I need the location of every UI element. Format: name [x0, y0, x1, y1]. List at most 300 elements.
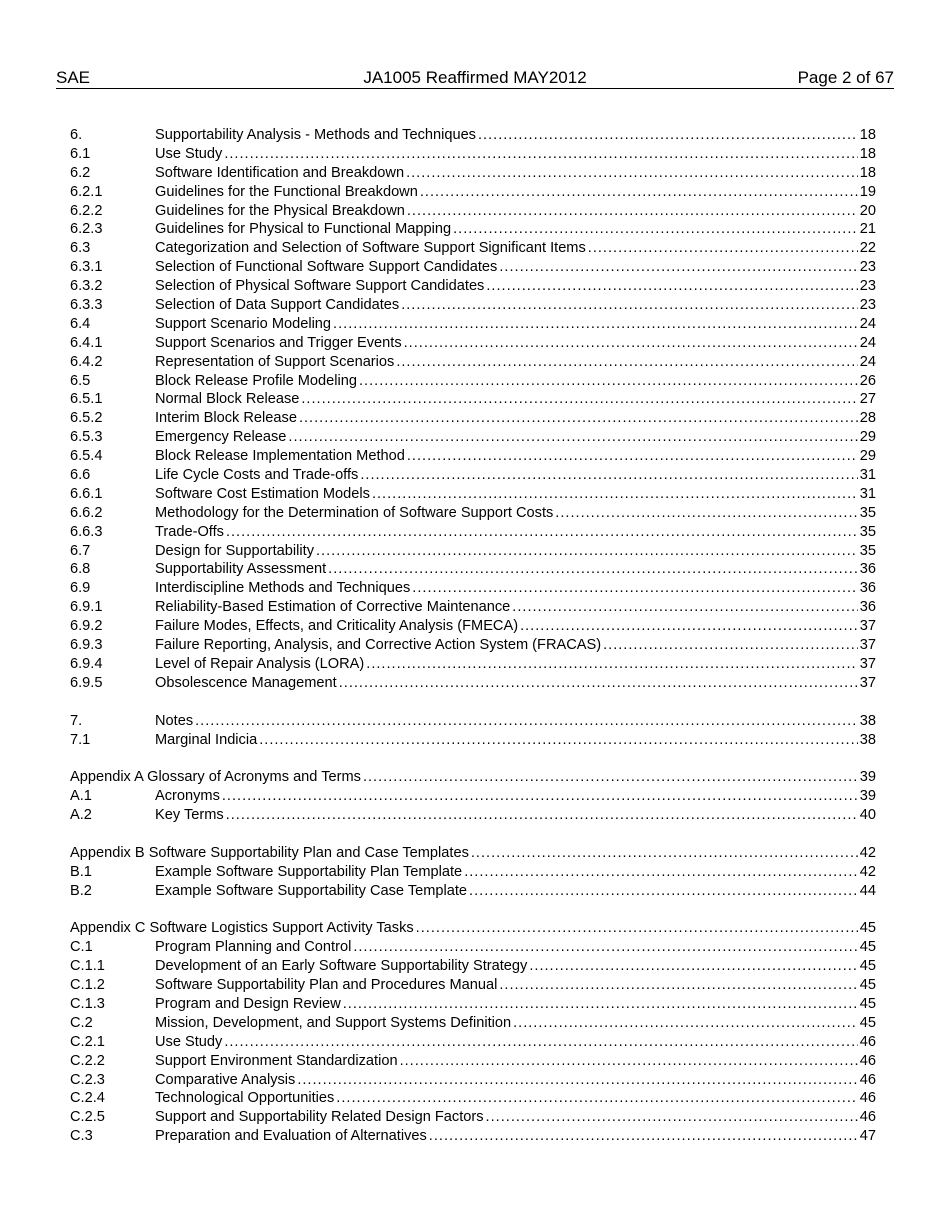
- toc-entry-line: [155, 220, 876, 239]
- dot-leader: [301, 390, 857, 409]
- toc-entry[interactable]: [70, 126, 876, 145]
- toc-entry-line: [155, 957, 876, 976]
- toc-entry-page: 20: [859, 202, 876, 219]
- toc-entry-page: 46: [859, 1090, 876, 1107]
- toc-entry-page: 45: [859, 977, 876, 994]
- toc-entry[interactable]: [70, 315, 876, 334]
- dot-leader: [453, 220, 858, 239]
- toc-entry[interactable]: [70, 674, 876, 693]
- dot-leader: [328, 560, 858, 579]
- toc-entry-line: [155, 1089, 876, 1108]
- toc-entry[interactable]: [70, 1014, 876, 1033]
- toc-entry[interactable]: [70, 428, 876, 447]
- toc-entry-line: [155, 655, 876, 674]
- toc-entry[interactable]: [70, 636, 876, 655]
- toc-entry[interactable]: [70, 919, 876, 938]
- section-spacer: [70, 749, 876, 768]
- toc-entry-title: Block Release Implementation Method: [155, 448, 405, 465]
- toc-entry-title: Software Cost Estimation Models: [155, 485, 370, 502]
- toc-entry-title: Representation of Support Scenarios: [155, 353, 395, 370]
- toc-entry-line: [155, 1127, 876, 1146]
- toc-entry-title: Support Scenario Modeling: [155, 315, 332, 332]
- toc-entry-page: 46: [859, 1071, 876, 1088]
- toc-entry-line: [155, 485, 876, 504]
- dot-leader: [464, 863, 858, 882]
- toc-entry-page: 26: [859, 372, 876, 389]
- toc-entry-number: 6.5.2: [70, 410, 103, 427]
- toc-entry-number: 6.9.1: [70, 599, 103, 616]
- header-org: SAE: [56, 68, 91, 87]
- toc-entry-line: [155, 579, 876, 598]
- toc-entry-line: [155, 1071, 876, 1090]
- dot-leader: [400, 1052, 858, 1071]
- toc-entry-page: 39: [859, 788, 876, 805]
- toc-entry-title: Software Identification and Breakdown: [155, 164, 405, 181]
- toc-entry-line: [155, 1108, 876, 1127]
- toc-entry[interactable]: [70, 995, 876, 1014]
- toc-entry-number: C.2.3: [70, 1071, 105, 1088]
- toc-entry-line: [155, 504, 876, 523]
- toc-entry[interactable]: [70, 976, 876, 995]
- dot-leader: [486, 277, 857, 296]
- header-page-number: Page 2 of 67: [797, 68, 894, 87]
- toc-entry-page: 18: [859, 127, 876, 143]
- dot-leader: [343, 995, 858, 1014]
- toc-entry[interactable]: [70, 560, 876, 579]
- toc-entry-title: Emergency Release: [155, 429, 287, 446]
- header-document-id: JA1005 Reaffirmed MAY2012: [363, 68, 587, 87]
- toc-entry-line: [155, 466, 876, 485]
- toc-entry[interactable]: [70, 466, 876, 485]
- dot-leader: [339, 674, 858, 693]
- toc-entry-title: Reliability-Based Estimation of Corrective Maintenance: [155, 599, 511, 616]
- dot-leader: [412, 579, 857, 598]
- toc-entry-line: [155, 976, 876, 995]
- toc-entry-page: 35: [859, 504, 876, 521]
- toc-entry[interactable]: [70, 1108, 876, 1127]
- toc-entry-number: 6.3: [70, 240, 91, 257]
- toc-entry-page: 37: [859, 674, 876, 691]
- dot-leader: [404, 334, 858, 353]
- toc-entry[interactable]: [70, 523, 876, 542]
- toc-entry-line: [155, 617, 876, 636]
- toc-entry-number: 6.6.1: [70, 485, 103, 502]
- toc-entry[interactable]: [70, 844, 876, 863]
- dot-leader: [555, 504, 857, 523]
- toc-entry-title: Level of Repair Analysis (LORA): [155, 655, 365, 672]
- toc-entry-line: [155, 523, 876, 542]
- toc-entry[interactable]: [70, 863, 876, 882]
- toc-entry-number: 6.2.3: [70, 221, 103, 238]
- dot-leader: [224, 1033, 857, 1052]
- toc-entry[interactable]: [70, 202, 876, 221]
- toc-entry-title: Categorization and Selection of Software Support Significant Items: [155, 240, 586, 257]
- toc-entry-line: [155, 787, 876, 806]
- dot-leader: [407, 447, 858, 466]
- dot-leader: [603, 636, 858, 655]
- dot-leader: [366, 655, 858, 674]
- toc-entry-number: 6.9.5: [70, 674, 103, 691]
- toc-entry-page: 22: [859, 240, 876, 257]
- toc-entry-page: 38: [859, 731, 876, 748]
- toc-entry-line: [155, 353, 876, 372]
- toc-entry-page: 35: [859, 523, 876, 540]
- toc-entry[interactable]: [70, 353, 876, 372]
- toc-entry[interactable]: [70, 372, 876, 391]
- toc-entry[interactable]: [70, 882, 876, 901]
- toc-entry[interactable]: [70, 542, 876, 561]
- toc-entry-line: [155, 145, 876, 164]
- toc-entry-title: Support and Supportability Related Design Factors: [155, 1109, 484, 1126]
- dot-leader: [372, 485, 858, 504]
- dot-leader: [499, 258, 857, 277]
- dot-leader: [499, 976, 857, 995]
- toc-entry-line: [155, 731, 876, 750]
- toc-entry-title: Technological Opportunities: [155, 1090, 335, 1107]
- toc-entry-line: [155, 428, 876, 447]
- dot-leader: [359, 372, 858, 391]
- toc-entry-number: 6.3.3: [70, 297, 103, 314]
- dot-leader: [529, 957, 857, 976]
- toc-entry-page: 18: [859, 164, 876, 181]
- toc-entry-title: Selection of Data Support Candidates: [155, 297, 400, 314]
- dot-leader: [226, 806, 858, 825]
- toc-entry-page: 23: [859, 297, 876, 314]
- dot-leader: [401, 296, 858, 315]
- toc-entry-title: Failure Reporting, Analysis, and Corrective Action System (FRACAS): [155, 637, 602, 654]
- dot-leader: [259, 731, 858, 750]
- toc-entry-line: [155, 712, 876, 731]
- toc-entry-page: 27: [859, 391, 876, 408]
- toc-entry-page: 24: [859, 353, 876, 370]
- toc-entry-page: 37: [859, 618, 876, 635]
- toc-entry-number: 6.4: [70, 315, 91, 332]
- toc-entry-number: C.3: [70, 1128, 93, 1145]
- toc-entry-title: Appendix B Software Supportability Plan and Case Templates: [70, 844, 469, 861]
- toc-entry[interactable]: [70, 485, 876, 504]
- toc-entry-page: 46: [859, 1109, 876, 1126]
- toc-entry-number: C.1.3: [70, 995, 105, 1012]
- toc-entry-number: 6.9.2: [70, 618, 103, 635]
- toc-entry[interactable]: [70, 731, 876, 750]
- toc-entry-page: 44: [859, 882, 876, 899]
- toc-entry-page: 28: [859, 410, 876, 427]
- toc-entry-page: 42: [859, 844, 876, 861]
- toc-entry[interactable]: [70, 390, 876, 409]
- toc-entry[interactable]: [70, 409, 876, 428]
- toc-entry[interactable]: [70, 1033, 876, 1052]
- toc-entry-number: B.2: [70, 882, 92, 899]
- toc-entry-line: [155, 372, 876, 391]
- toc-entry-line: [155, 315, 876, 334]
- toc-entry-title: Support Environment Standardization: [155, 1052, 398, 1069]
- toc-entry[interactable]: [70, 258, 876, 277]
- toc-entry-number: 6.1: [70, 145, 91, 162]
- toc-entry-page: 36: [859, 561, 876, 578]
- toc-entry-number: 6.6: [70, 467, 91, 484]
- toc-entry[interactable]: [70, 768, 876, 787]
- toc-entry-title: Program Planning and Control: [155, 939, 352, 956]
- toc-entry[interactable]: [70, 145, 876, 164]
- toc-entry-title: Trade-Offs: [155, 523, 224, 540]
- page-header: [56, 68, 894, 89]
- toc-entry-line: [155, 806, 876, 825]
- dot-leader: [588, 239, 858, 258]
- toc-entry-number: 6.5.1: [70, 391, 103, 408]
- toc-entry-line: [155, 164, 876, 183]
- toc-entry-number: C.2.4: [70, 1090, 105, 1107]
- toc-entry-line: [155, 202, 876, 221]
- toc-entry-number: 6.5: [70, 372, 91, 389]
- toc-entry-line: [155, 239, 876, 258]
- toc-entry[interactable]: [70, 598, 876, 617]
- toc-entry[interactable]: [70, 712, 876, 731]
- toc-entry[interactable]: [70, 334, 876, 353]
- toc-entry-number: 6.9: [70, 580, 91, 597]
- toc-entry-line: [155, 126, 876, 145]
- toc-entry-page: 21: [859, 221, 876, 238]
- dot-leader: [336, 1089, 857, 1108]
- dot-leader: [406, 164, 858, 183]
- dot-leader: [353, 938, 857, 957]
- toc-entry-number: 6.: [70, 127, 83, 143]
- toc-entry-line: [155, 542, 876, 561]
- toc-entry-number: C.2.5: [70, 1109, 105, 1126]
- toc-entry-page: 36: [859, 599, 876, 616]
- toc-entry-page: 23: [859, 259, 876, 276]
- toc-entry-page: 42: [859, 863, 876, 880]
- toc-entry-title: Block Release Profile Modeling: [155, 372, 357, 389]
- toc-entry-line: [155, 1052, 876, 1071]
- toc-entry-line: [155, 390, 876, 409]
- toc-entry-title: Design for Supportability: [155, 542, 314, 559]
- toc-entry-number: 6.4.1: [70, 334, 103, 351]
- toc-entry-title: Normal Block Release: [155, 391, 300, 408]
- toc-entry-title: Support Scenarios and Trigger Events: [155, 334, 402, 351]
- section-spacer: [70, 901, 876, 920]
- dot-leader: [478, 126, 858, 145]
- toc-entry-title: Comparative Analysis: [155, 1071, 296, 1088]
- dot-leader: [288, 428, 857, 447]
- toc-entry-page: 45: [859, 939, 876, 956]
- toc-entry-title: Methodology for the Determination of Software Support Costs: [155, 504, 554, 521]
- toc-entry[interactable]: [70, 957, 876, 976]
- toc-entry-title: Guidelines for the Physical Breakdown: [155, 202, 405, 219]
- dot-leader: [333, 315, 858, 334]
- toc-entry-title: Appendix C Software Logistics Support Activity Tasks: [70, 920, 414, 937]
- toc-entry[interactable]: [70, 183, 876, 202]
- toc-entry-title: Mission, Development, and Support Systems Definition: [155, 1014, 512, 1031]
- dot-leader: [486, 1108, 858, 1127]
- toc-entry[interactable]: [70, 1052, 876, 1071]
- dot-leader: [469, 882, 858, 901]
- toc-entry-title: Interdiscipline Methods and Techniques: [155, 580, 411, 597]
- toc-entry-page: 29: [859, 429, 876, 446]
- toc-entry-page: 19: [859, 183, 876, 200]
- toc-entry-page: 47: [859, 1128, 876, 1145]
- toc-entry-title: Marginal Indicia: [155, 731, 258, 748]
- toc-entry-number: 6.2.1: [70, 183, 103, 200]
- section-spacer: [70, 825, 876, 844]
- toc-entry[interactable]: [70, 806, 876, 825]
- toc-entry-line: [155, 409, 876, 428]
- toc-entry-number: 6.5.3: [70, 429, 103, 446]
- dot-leader: [520, 617, 858, 636]
- toc-entry-page: 29: [859, 448, 876, 465]
- dot-leader: [360, 466, 857, 485]
- toc-entry-page: 37: [859, 655, 876, 672]
- dot-leader: [416, 919, 858, 938]
- toc-entry-line: [70, 768, 876, 787]
- toc-entry-number: 6.9.4: [70, 655, 103, 672]
- toc-entry-line: [70, 844, 876, 863]
- toc-entry-number: 6.6.2: [70, 504, 103, 521]
- toc-entry-title: Example Software Supportability Case Template: [155, 882, 468, 899]
- toc-entry-number: 6.2: [70, 164, 91, 181]
- toc-entry-page: 37: [859, 637, 876, 654]
- toc-entry-title: Guidelines for Physical to Functional Mapping: [155, 221, 452, 238]
- toc-entry-title: Acronyms: [155, 788, 220, 805]
- toc-entry-number: C.2.1: [70, 1033, 105, 1050]
- toc-entry-title: Supportability Assessment: [155, 561, 327, 578]
- toc-entry-line: [70, 919, 876, 938]
- toc-entry-number: 7.: [70, 712, 83, 729]
- toc-entry-number: 6.3.1: [70, 259, 103, 276]
- toc-entry-line: [155, 995, 876, 1014]
- dot-leader: [429, 1127, 858, 1146]
- toc-entry-line: [155, 1033, 876, 1052]
- dot-leader: [396, 353, 857, 372]
- toc-entry-title: Development of an Early Software Supportability Strategy: [155, 958, 528, 975]
- toc-entry-title: Use Study: [155, 1033, 223, 1050]
- toc-entry-page: 31: [859, 467, 876, 484]
- toc-entry-title: Software Supportability Plan and Procedures Manual: [155, 977, 498, 994]
- toc-entry-number: C.2: [70, 1014, 93, 1031]
- toc-entry-page: 38: [859, 712, 876, 729]
- toc-entry-page: 18: [859, 145, 876, 162]
- toc-entry-page: 24: [859, 315, 876, 332]
- toc-entry-page: 23: [859, 278, 876, 295]
- toc-entry-line: [155, 334, 876, 353]
- dot-leader: [222, 787, 858, 806]
- toc-entry-title: Use Study: [155, 145, 223, 162]
- toc-entry-title: Selection of Functional Software Support Candidates: [155, 259, 498, 276]
- toc-entry[interactable]: [70, 579, 876, 598]
- toc-entry-number: 6.4.2: [70, 353, 103, 370]
- toc-entry-page: 45: [859, 1014, 876, 1031]
- toc-entry-title: Interim Block Release: [155, 410, 297, 427]
- toc-entry-title: Key Terms: [155, 807, 224, 824]
- toc-entry-number: 6.8: [70, 561, 91, 578]
- toc-entry-line: [155, 447, 876, 466]
- toc-entry-title: Guidelines for the Functional Breakdown: [155, 183, 418, 200]
- toc-entry-line: [155, 560, 876, 579]
- toc-entry-page: 35: [859, 542, 876, 559]
- toc-entry[interactable]: [70, 938, 876, 957]
- toc-entry[interactable]: [70, 447, 876, 466]
- section-spacer: [70, 693, 876, 712]
- toc-entry-page: 39: [859, 769, 876, 786]
- toc-entry-number: A.2: [70, 807, 92, 824]
- dot-leader: [513, 1014, 858, 1033]
- toc-entry[interactable]: [70, 1071, 876, 1090]
- toc-entry-title: Selection of Physical Software Support Candidates: [155, 278, 485, 295]
- toc-entry-line: [155, 1014, 876, 1033]
- toc-entry-title: Program and Design Review: [155, 995, 341, 1012]
- toc-entry-page: 24: [859, 334, 876, 351]
- toc-entry[interactable]: [70, 617, 876, 636]
- dot-leader: [297, 1071, 857, 1090]
- toc-entry[interactable]: [70, 277, 876, 296]
- table-of-contents: [70, 126, 876, 1146]
- toc-entry-number: C.1.2: [70, 977, 105, 994]
- toc-entry-number: 6.6.3: [70, 523, 103, 540]
- dot-leader: [363, 768, 858, 787]
- toc-entry-line: [155, 863, 876, 882]
- toc-entry-line: [155, 258, 876, 277]
- toc-entry-number: 6.3.2: [70, 278, 103, 295]
- toc-entry-line: [155, 183, 876, 202]
- toc-entry-page: 45: [859, 920, 876, 937]
- toc-entry-line: [155, 636, 876, 655]
- toc-entry-number: C.2.2: [70, 1052, 105, 1069]
- toc-entry-page: 40: [859, 807, 876, 824]
- toc-entry[interactable]: [70, 296, 876, 315]
- toc-entry-title: Failure Modes, Effects, and Criticality Analysis (FMECA): [155, 618, 519, 635]
- toc-entry-line: [155, 277, 876, 296]
- toc-entry-number: 6.2.2: [70, 202, 103, 219]
- toc-entry-page: 45: [859, 995, 876, 1012]
- toc-entry[interactable]: [70, 504, 876, 523]
- dot-leader: [407, 202, 858, 221]
- dot-leader: [316, 542, 858, 561]
- toc-entry-line: [155, 598, 876, 617]
- toc-entry-line: [155, 938, 876, 957]
- dot-leader: [420, 183, 858, 202]
- toc-entry-line: [155, 674, 876, 693]
- toc-entry-number: 6.5.4: [70, 448, 103, 465]
- toc-entry-number: A.1: [70, 788, 92, 805]
- dot-leader: [224, 145, 857, 164]
- toc-entry-line: [155, 882, 876, 901]
- dot-leader: [512, 598, 857, 617]
- toc-entry-title: Supportability Analysis - Methods and Techniques: [155, 127, 476, 143]
- toc-entry-page: 45: [859, 958, 876, 975]
- toc-entry-number: C.1: [70, 939, 93, 956]
- toc-entry[interactable]: [70, 1089, 876, 1108]
- toc-entry-number: 6.9.3: [70, 637, 103, 654]
- toc-entry-title: Example Software Supportability Plan Template: [155, 863, 463, 880]
- dot-leader: [195, 712, 858, 731]
- toc-entry[interactable]: [70, 164, 876, 183]
- toc-entry[interactable]: [70, 787, 876, 806]
- toc-entry-number: 6.7: [70, 542, 91, 559]
- toc-entry-number: C.1.1: [70, 958, 105, 975]
- toc-entry-page: 36: [859, 580, 876, 597]
- toc-entry-line: [155, 296, 876, 315]
- toc-entry-title: Notes: [155, 712, 194, 729]
- toc-entry[interactable]: [70, 1127, 876, 1146]
- toc-entry[interactable]: [70, 655, 876, 674]
- toc-entry-number: 7.1: [70, 731, 91, 748]
- toc-entry-page: 46: [859, 1052, 876, 1069]
- toc-entry-title: Life Cycle Costs and Trade-offs: [155, 467, 359, 484]
- toc-entry-page: 31: [859, 485, 876, 502]
- toc-entry-number: B.1: [70, 863, 92, 880]
- toc-entry[interactable]: [70, 239, 876, 258]
- toc-entry[interactable]: [70, 220, 876, 239]
- toc-entry-title: Appendix A Glossary of Acronyms and Terms: [70, 769, 361, 786]
